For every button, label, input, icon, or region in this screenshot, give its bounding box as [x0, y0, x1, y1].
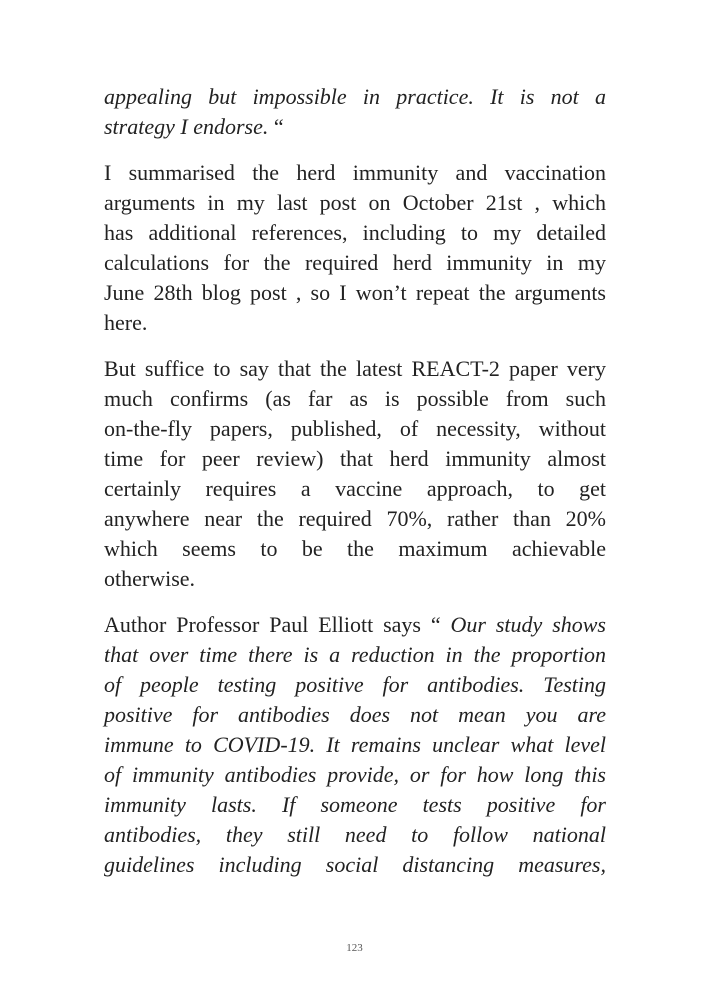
page-number: 123 — [346, 942, 363, 954]
text-line — [104, 112, 606, 142]
italic-quote-text: appealing but impossible in practice. It is not a — [104, 84, 606, 109]
text-line — [104, 158, 606, 188]
italic-quote-text: of people testing positive for antibodies. Testing — [104, 672, 606, 697]
body-text: arguments in my last post on October 21st , which — [104, 190, 606, 215]
text-line — [104, 790, 606, 820]
body-text: much confirms (as far as is possible from such — [104, 386, 606, 411]
text-line — [104, 700, 606, 730]
text-line — [104, 82, 606, 112]
italic-quote-text: of immunity antibodies provide, or for how long this — [104, 762, 606, 787]
text-line — [104, 564, 606, 594]
text-line — [104, 444, 606, 474]
text-line — [104, 850, 606, 880]
body-text: here. — [104, 310, 148, 335]
text-line — [104, 248, 606, 278]
body-text: June 28th blog post , so I won’t repeat the arguments — [104, 280, 606, 305]
text-line — [104, 188, 606, 218]
body-text: I summarised the herd immunity and vaccination — [104, 160, 606, 185]
body-text: anywhere near the required 70%, rather than 20% — [104, 506, 606, 531]
paragraph — [104, 354, 606, 594]
text-line — [104, 354, 606, 384]
italic-quote-text: Our study shows — [450, 612, 606, 637]
body-text: “ — [268, 114, 284, 139]
italic-quote-text: guidelines including social distancing measures, — [104, 852, 606, 877]
italic-quote-text: strategy I endorse. — [104, 114, 269, 139]
text-line — [104, 760, 606, 790]
body-text: Author Professor Paul Elliott says “ — [104, 612, 451, 637]
body-text: otherwise. — [104, 566, 196, 591]
body-text: certainly requires a vaccine approach, to get — [104, 476, 606, 501]
body-text: time for peer review) that herd immunity almost — [104, 446, 606, 471]
italic-quote-text: immunity lasts. If someone tests positive for — [104, 792, 606, 817]
body-text: on-the-fly papers, published, of necessity, without — [104, 416, 606, 441]
italic-quote-text: antibodies, they still need to follow national — [104, 822, 606, 847]
text-line — [104, 414, 606, 444]
text-line — [104, 474, 606, 504]
body-text: which seems to be the maximum achievable — [104, 536, 606, 561]
text-line — [104, 534, 606, 564]
text-line — [104, 670, 606, 700]
page-body — [104, 82, 606, 896]
text-line — [104, 504, 606, 534]
text-line — [104, 640, 606, 670]
text-line — [104, 384, 606, 414]
body-text: calculations for the required herd immunity in my — [104, 250, 606, 275]
paragraph — [104, 610, 606, 880]
italic-quote-text: that over time there is a reduction in the proportion — [104, 642, 606, 667]
text-line — [104, 218, 606, 248]
italic-quote-text: positive for antibodies does not mean you are — [104, 702, 606, 727]
paragraph — [104, 82, 606, 142]
body-text: But suffice to say that the latest REACT-2 paper very — [104, 356, 606, 381]
italic-quote-text: immune to COVID-19. It remains unclear what level — [104, 732, 606, 757]
text-line — [104, 820, 606, 850]
body-text: has additional references, including to my detailed — [104, 220, 606, 245]
text-line — [104, 308, 606, 338]
text-line — [104, 278, 606, 308]
text-line — [104, 610, 606, 640]
paragraph — [104, 158, 606, 338]
text-line — [104, 730, 606, 760]
